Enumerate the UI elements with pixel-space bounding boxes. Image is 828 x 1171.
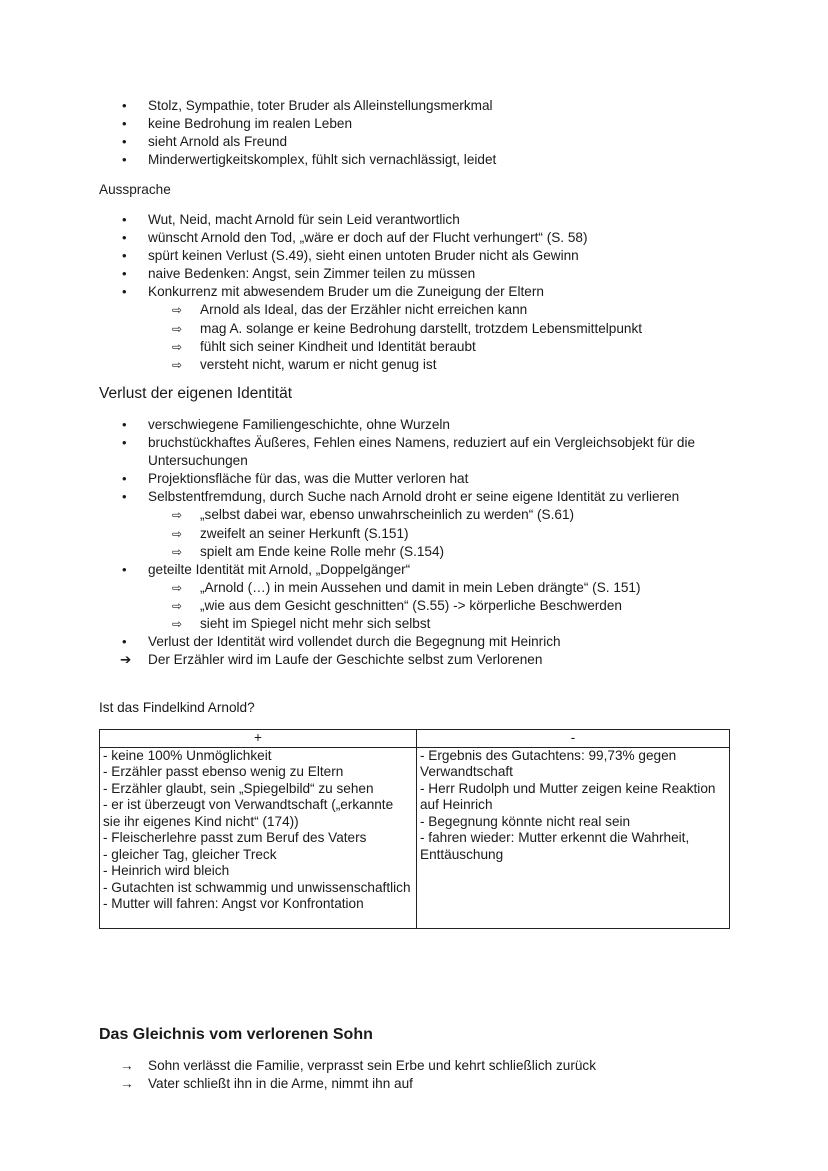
minus-argument: - Herr Rudolph und Mutter zeigen keine Reaktion auf Heinrich <box>420 780 716 812</box>
aussprache-label: Aussprache <box>99 182 171 197</box>
pro-contra-table <box>99 729 730 929</box>
sub-item <box>0 579 828 597</box>
plus-header: + <box>100 730 417 748</box>
bullet-item <box>0 115 733 133</box>
findelkind-label: Ist das Findelkind Arnold? <box>99 700 255 715</box>
gleichnis-heading: Das Gleichnis vom verlorenen Sohn <box>99 1026 373 1043</box>
plus-argument: - keine 100% Unmöglichkeit <box>103 747 272 763</box>
item-text: „wie aus dem Gesicht geschnitten“ (S.55) -> körperliche Beschwerden <box>200 597 622 613</box>
arrow-icon: → <box>120 1058 134 1073</box>
bullet-item <box>0 633 733 651</box>
plus-argument: - er ist überzeugt von Verwandtschaft („erkannte sie ihr eigenes Kind nicht“ (174)) <box>103 797 394 829</box>
arrow-icon: ⇨ <box>172 580 183 595</box>
plus-argument: - Erzähler passt ebenso wenig zu Eltern <box>103 764 344 779</box>
gleichnis-list <box>0 1057 828 1093</box>
bullet-item <box>0 133 733 151</box>
plus-argument: - Fleischerlehre passt zum Beruf des Vaters <box>103 830 367 845</box>
bullet-icon: • <box>122 489 127 505</box>
bullet-icon: • <box>122 152 127 168</box>
sub-item <box>0 320 828 338</box>
bullet-item <box>0 265 733 283</box>
bullet-item <box>0 488 733 506</box>
sub-item <box>0 338 828 356</box>
sub-item <box>0 525 828 543</box>
intro-list <box>0 97 828 169</box>
sub-item <box>0 597 828 615</box>
item-text: sieht Arnold als Freund <box>148 134 288 150</box>
bullet-item <box>0 229 733 247</box>
bullet-item <box>0 416 733 434</box>
bullet-item <box>0 151 733 169</box>
bullet-item <box>0 283 733 301</box>
arrow-item <box>0 1057 828 1075</box>
item-text: naive Bedenken: Angst, sein Zimmer teilen zu müssen <box>148 266 476 282</box>
plus-argument: - Mutter will fahren: Angst vor Konfrontation <box>103 896 364 911</box>
plus-argument: - Erzähler glaubt, sein „Spiegelbild“ zu sehen <box>103 780 374 796</box>
bullet-icon: • <box>122 417 127 432</box>
arrow-icon: ⇨ <box>172 598 183 613</box>
item-text: Stolz, Sympathie, toter Bruder als Alleinstellungsmerkmal <box>148 98 493 113</box>
minus-argument: - fahren wieder: Mutter erkennt die Wahrheit, Enttäuschung <box>420 830 690 862</box>
minus-argument: - Ergebnis des Gutachtens: 99,73% gegen Verwandtschaft <box>420 747 677 779</box>
sub-item <box>0 543 828 561</box>
arrow-item <box>0 1075 828 1093</box>
arrow-icon: ⇨ <box>172 339 183 354</box>
item-text: „Arnold (…) in mein Aussehen und damit in mein Leben drängte“ (S. 151) <box>200 579 641 595</box>
bullet-icon: • <box>122 98 127 113</box>
bullet-icon: • <box>122 134 127 150</box>
arrow-icon: ⇨ <box>172 617 183 632</box>
arrow-icon: ⇨ <box>172 526 183 541</box>
bullet-item <box>0 97 733 115</box>
item-text: versteht nicht, warum er nicht genug ist <box>200 356 437 372</box>
item-text: Projektionsfläche für das, was die Mutter verloren hat <box>148 471 469 487</box>
item-text: Der Erzähler wird im Laufe der Geschichte selbst zum Verlorenen <box>148 652 543 668</box>
item-text: spürt keinen Verlust (S.49), sieht einen untoten Bruder nicht als Gewinn <box>148 248 579 264</box>
bullet-icon: • <box>122 230 127 246</box>
item-text: verschwiegene Familiengeschichte, ohne Wurzeln <box>148 417 450 432</box>
bullet-item <box>0 211 733 229</box>
item-text: keine Bedrohung im realen Leben <box>148 116 353 132</box>
item-text: mag A. solange er keine Bedrohung darstellt, trotzdem Lebensmittelpunkt <box>200 320 643 336</box>
sub-item <box>0 615 828 633</box>
bullet-icon: • <box>122 471 127 487</box>
item-text: Arnold als Ideal, das der Erzähler nicht erreichen kann <box>200 302 528 318</box>
bullet-item <box>0 470 733 488</box>
item-text: „selbst dabei war, ebenso unwahrscheinlich zu werden“ (S.61) <box>200 507 575 523</box>
bullet-icon: • <box>122 561 127 577</box>
bullet-icon: • <box>122 435 127 451</box>
arrow-icon: ⇨ <box>172 321 183 336</box>
item-text: spielt am Ende keine Rolle mehr (S.154) <box>200 543 445 559</box>
item-text: Sohn verlässt die Familie, verprasst sein Erbe und kehrt schließlich zurück <box>148 1058 597 1073</box>
arrow-icon: ⇨ <box>172 544 183 559</box>
item-text: Konkurrenz mit abwesendem Bruder um die Zuneigung der Eltern <box>148 284 544 300</box>
item-text: fühlt sich seiner Kindheit und Identität beraubt <box>200 338 476 354</box>
item-text: Verlust der Identität wird vollendet durch die Begegnung mit Heinrich <box>148 634 561 650</box>
item-text: bruchstückhaftes Äußeres, Fehlen eines Namens, reduziert auf ein Vergleichsobjekt für die Untersuchungen <box>148 435 696 469</box>
aussprache-list <box>0 211 828 374</box>
bullet-icon: • <box>122 212 127 227</box>
bullet-item <box>0 247 733 265</box>
arrow-icon: ⇨ <box>172 357 183 372</box>
item-text: zweifelt an seiner Herkunft (S.151) <box>200 525 409 541</box>
item-text: Minderwertigkeitskomplex, fühlt sich vernachlässigt, leidet <box>148 152 497 168</box>
bullet-item <box>0 434 733 470</box>
minus-cell <box>417 747 730 929</box>
arrow-icon: → <box>120 1076 134 1092</box>
sub-item <box>0 356 828 374</box>
sub-item <box>0 301 828 319</box>
arrow-item <box>0 651 828 669</box>
arrow-icon: ➔ <box>120 652 132 668</box>
identitaet-heading: Verlust der eigenen Identität <box>99 385 293 402</box>
plus-cell <box>100 747 417 929</box>
bullet-icon: • <box>122 284 127 300</box>
plus-argument: - gleicher Tag, gleicher Treck <box>103 846 277 862</box>
minus-argument: - Begegnung könnte nicht real sein <box>420 813 631 829</box>
minus-header: - <box>417 730 730 748</box>
item-text: Vater schließt ihn in die Arme, nimmt ihn auf <box>148 1076 413 1092</box>
item-text: wünscht Arnold den Tod, „wäre er doch auf der Flucht verhungert“ (S. 58) <box>148 230 588 246</box>
arrow-icon: ⇨ <box>172 303 183 318</box>
identitaet-list <box>0 416 828 669</box>
item-text: Selbstentfremdung, durch Suche nach Arnold droht er seine eigene Identität zu verlieren <box>148 489 680 505</box>
item-text: Wut, Neid, macht Arnold für sein Leid verantwortlich <box>148 212 460 227</box>
bullet-icon: • <box>122 266 127 282</box>
bullet-icon: • <box>122 116 127 132</box>
bullet-icon: • <box>122 248 127 264</box>
item-text: sieht im Spiegel nicht mehr sich selbst <box>200 616 431 632</box>
bullet-item <box>0 561 733 579</box>
plus-argument: - Gutachten ist schwammig und unwissenschaftlich <box>103 879 411 895</box>
plus-argument: - Heinrich wird bleich <box>103 863 230 878</box>
sub-item <box>0 506 828 524</box>
arrow-icon: ⇨ <box>172 508 183 523</box>
bullet-icon: • <box>122 634 127 650</box>
item-text: geteilte Identität mit Arnold, „Doppelgänger“ <box>148 561 411 577</box>
